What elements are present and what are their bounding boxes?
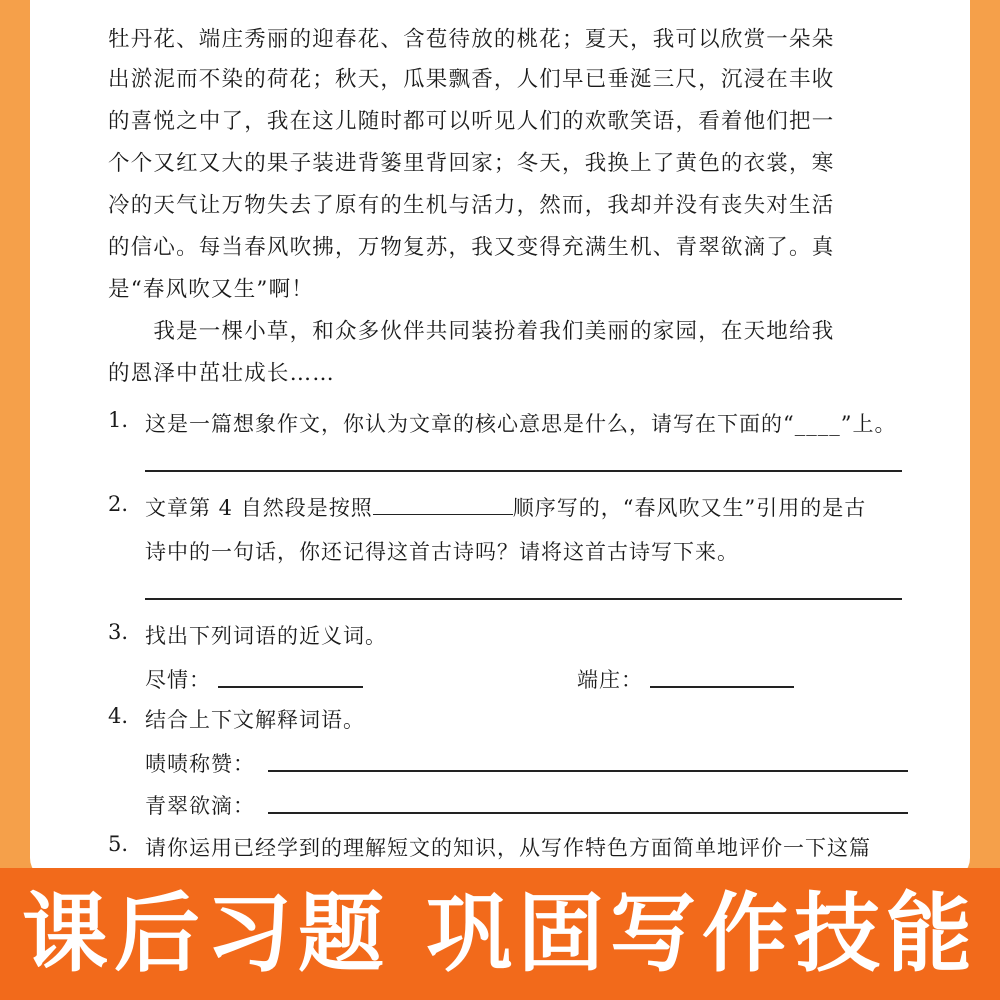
passage-line: 是“春风吹又生”啊！ [108, 277, 314, 302]
passage-line: 的喜悦之中了，我在这儿随时都可以听见人们的欢歌笑语，看着他们把一 [108, 109, 835, 134]
question-text: 这是一篇想象作文，你认为文章的核心意思是什么，请写在下面的“____”上。 [145, 412, 897, 436]
question-text: 请你运用已经学到的理解短文的知识，从写作特色方面简单地评价一下这篇 [145, 836, 871, 860]
passage-line: 出淤泥而不染的荷花；秋天，瓜果飘香，人们早已垂涎三尺，沉浸在丰收 [108, 67, 835, 92]
question-text-part: 顺序写的，“春风吹又生”引用的是古 [512, 496, 867, 520]
passage-line: 的恩泽中茁壮成长…… [108, 361, 336, 386]
question-text [145, 492, 866, 522]
explain-word: 啧啧称赞： [145, 752, 255, 776]
answer-line[interactable] [268, 770, 908, 772]
question-number: 5. [108, 832, 129, 856]
workbook-sheet [30, 0, 970, 880]
fill-blank[interactable] [373, 496, 513, 515]
answer-line[interactable] [268, 812, 908, 814]
question-text: 结合上下文解释词语。 [145, 708, 365, 732]
answer-line[interactable] [145, 470, 902, 472]
banner-title: 课后习题 巩固写作技能 [22, 884, 978, 984]
passage-line: 个个又红又大的果子装进背篓里背回家；冬天，我换上了黄色的衣裳，寒 [108, 151, 835, 176]
passage-line: 我是一棵小草，和众多伙伴共同装扮着我们美丽的家园，在天地给我 [108, 319, 835, 344]
answer-line[interactable] [650, 686, 794, 688]
question-text: 诗中的一句话，你还记得这首古诗吗？请将这首古诗写下来。 [145, 540, 739, 564]
question-text: 找出下列词语的近义词。 [145, 624, 387, 648]
answer-line[interactable] [218, 686, 363, 688]
question-number: 3. [108, 620, 129, 644]
question-number: 2. [108, 492, 129, 516]
explain-word: 青翠欲滴： [145, 794, 255, 818]
synonym-word: 端庄： [577, 668, 643, 692]
passage-line: 冷的天气让万物失去了原有的生机与活力，然而，我却并没有丧失对生活 [108, 193, 835, 218]
passage-line: 牡丹花、端庄秀丽的迎春花、含苞待放的桃花；夏天，我可以欣赏一朵朵 [108, 27, 835, 52]
question-number: 4. [108, 704, 129, 728]
passage-line: 的信心。每当春风吹拂，万物复苏，我又变得充满生机、青翠欲滴了。真 [108, 235, 835, 260]
synonym-word: 尽情： [145, 668, 211, 692]
answer-line[interactable] [145, 598, 902, 600]
question-text-part: 文章第 4 自然段是按照 [145, 496, 373, 520]
promo-banner [0, 868, 1000, 1000]
question-number: 1. [108, 408, 129, 432]
